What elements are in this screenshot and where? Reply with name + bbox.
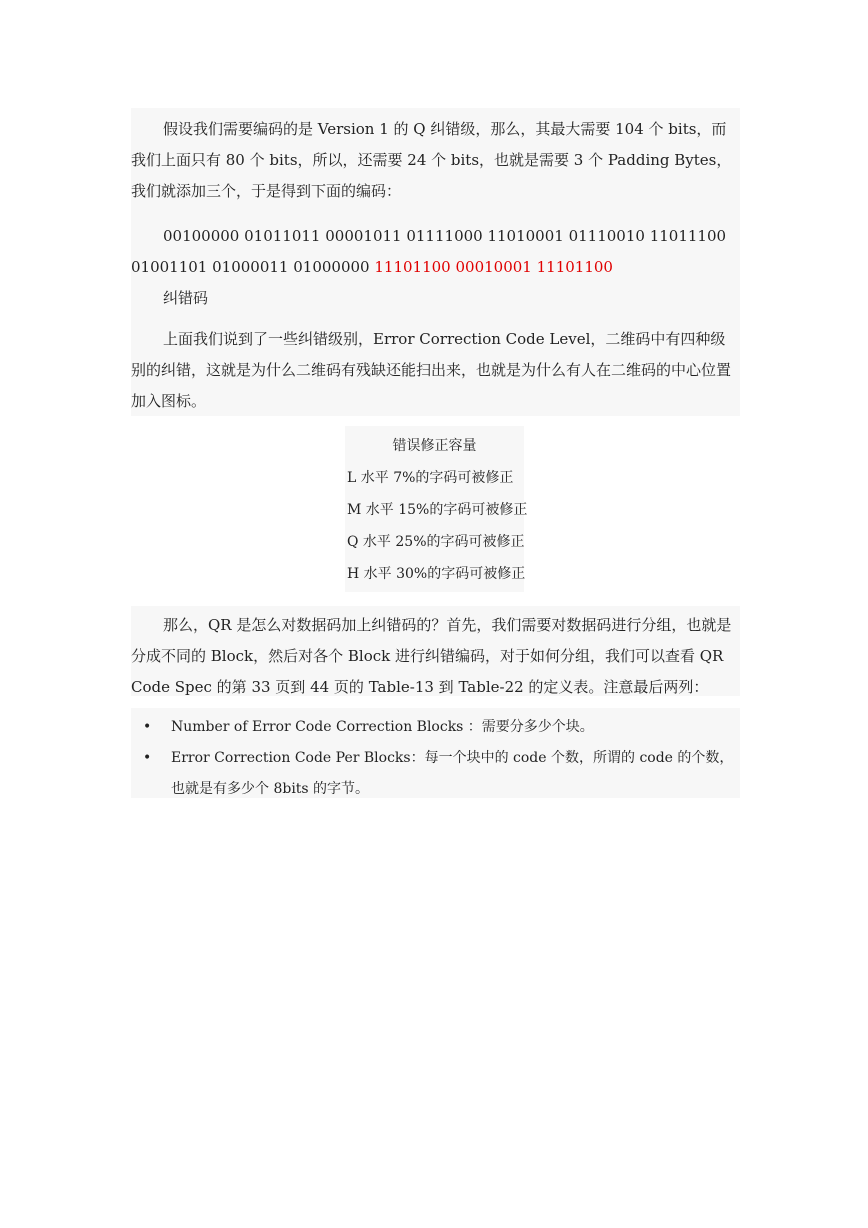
grouping-block bbox=[131, 606, 740, 696]
list-item-text: Error Correction Code Per Blocks：每一个块中的 code 个数，所谓的 code 的个数，也就是有多少个 8bits 的字节。 bbox=[171, 750, 734, 797]
table-row: L 水平 7%的字码可被修正 bbox=[347, 470, 514, 486]
bullet-icon: • bbox=[143, 750, 152, 766]
intro-block bbox=[131, 108, 740, 416]
table-row: H 水平 30%的字码可被修正 bbox=[347, 566, 526, 582]
bit-sequence bbox=[131, 221, 738, 283]
table-header: 错误修正容量 bbox=[392, 438, 477, 454]
table-row: M 水平 15%的字码可被修正 bbox=[347, 502, 528, 518]
list-item bbox=[131, 743, 740, 805]
bit-sequence-data: 00100000 01011011 00001011 01111000 11010001 01110010 11011100 01001101 01000011 01000000 bbox=[131, 227, 727, 276]
intro-paragraph: 假设我们需要编码的是 Version 1 的 Q 纠错级，那么，其最大需要 104 个 bits，而我们上面只有 80 个 bits，所以，还需要 24 个 bits，也就是需要 3 个 Padding Bytes，我们就添加三个，于是得到下面的编码： bbox=[131, 120, 732, 200]
list-item bbox=[131, 712, 740, 743]
list-item-text: Number of Error Code Correction Blocks ：需要分多少个块。 bbox=[171, 719, 594, 735]
bullet-icon: • bbox=[143, 719, 152, 735]
spacer bbox=[131, 207, 738, 221]
ec-capacity-table bbox=[345, 426, 528, 592]
bullet-list bbox=[131, 708, 740, 798]
table-row: Q 水平 25%的字码可被修正 bbox=[347, 534, 525, 550]
ec-paragraph: 上面我们说到了一些纠错级别，Error Correction Code Level，二维码中有四种级别的纠错，这就是为什么二维码有残缺还能扫出来，也就是为什么有人在二维码的中心位置加入图标。 bbox=[131, 330, 732, 410]
bit-sequence-padding: 11101100 00010001 11101100 bbox=[374, 258, 613, 276]
spacer bbox=[131, 314, 738, 324]
grouping-paragraph: 那么，QR 是怎么对数据码加上纠错码的？首先，我们需要对数据码进行分组，也就是分成不同的 Block，然后对各个 Block 进行纠错编码，对于如何分组，我们可以查看 QR Code Spec 的第 33 页到 44 页的 Table-13 到 Table-22 的定义表。注意最后两列： bbox=[131, 616, 732, 696]
section-heading: 纠错码 bbox=[163, 289, 209, 307]
